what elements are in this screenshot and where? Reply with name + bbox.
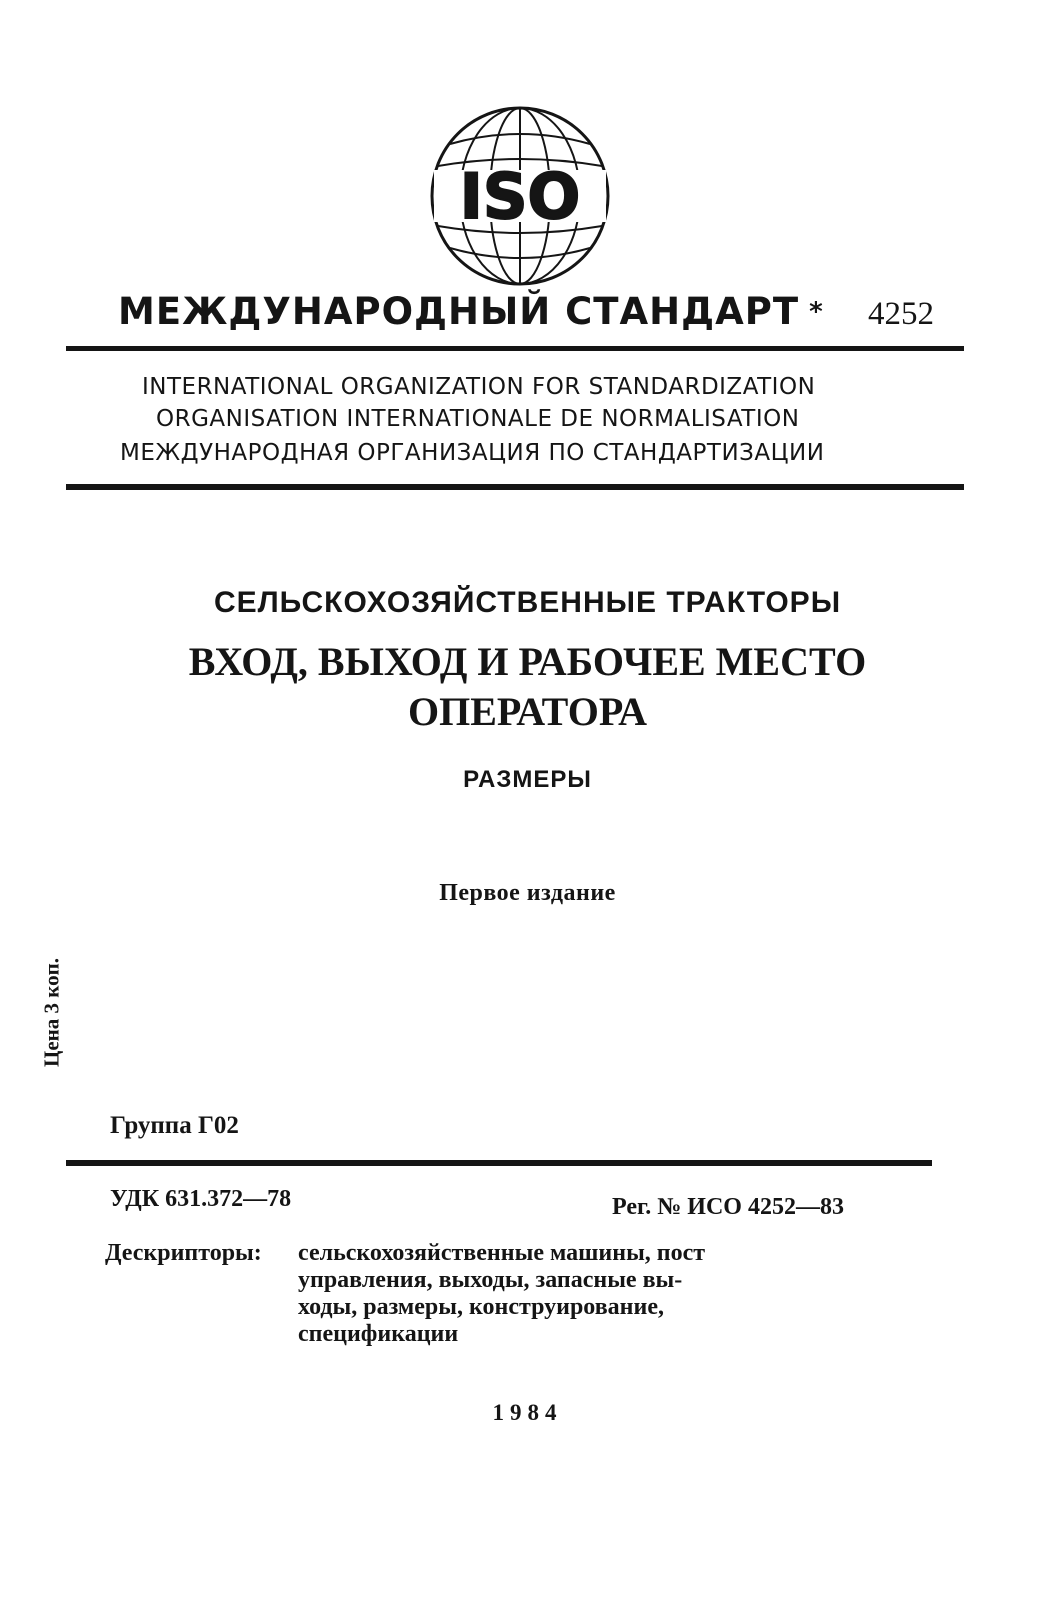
document-title-line1: ВХОД, ВЫХОД И РАБОЧЕЕ МЕСТО [188, 639, 867, 684]
org-english: INTERNATIONAL ORGANIZATION FOR STANDARDIZATION [142, 374, 816, 400]
registration-number: Рег. № ИСО 4252—83 [612, 1194, 844, 1220]
iso-globe-logo-icon [428, 104, 612, 288]
descriptors-text [298, 1240, 778, 1348]
footer-rule [66, 1160, 932, 1166]
descriptors-line: сельскохозяйственные машины, пост [298, 1240, 706, 1266]
document-category: СЕЛЬСКОХОЗЯЙСТВЕННЫЕ ТРАКТОРЫ [213, 586, 842, 619]
asterisk: * [809, 297, 824, 327]
org-rule [66, 484, 964, 490]
udk-code: УДК 631.372—78 [110, 1186, 292, 1212]
org-french: ORGANISATION INTERNATIONALE DE NORMALISATION [156, 406, 800, 432]
edition: Первое издание [439, 880, 616, 906]
header-rule [66, 346, 964, 351]
descriptors-line: спецификации [298, 1321, 459, 1347]
group: Группа Г02 [110, 1112, 239, 1139]
standard-title: МЕЖДУНАРОДНЫЙ СТАНДАРТ * [118, 290, 824, 333]
descriptors-label: Дескрипторы: [105, 1240, 262, 1266]
document-subtitle: РАЗМЕРЫ [463, 766, 592, 793]
publication-year: 1984 [492, 1400, 563, 1425]
price: Цена 3 коп. [39, 958, 64, 1067]
descriptors-line: управления, выходы, запасные вы- [298, 1267, 683, 1293]
standard-number: 4252 [868, 296, 934, 332]
org-russian: МЕЖДУНАРОДНАЯ ОРГАНИЗАЦИЯ ПО СТАНДАРТИЗАЦИИ [120, 440, 825, 466]
document-title-line2: ОПЕРАТОРА [407, 689, 648, 734]
descriptors-line: ходы, размеры, конструирование, [298, 1294, 664, 1320]
iso-logo-text: ISO [459, 160, 581, 233]
